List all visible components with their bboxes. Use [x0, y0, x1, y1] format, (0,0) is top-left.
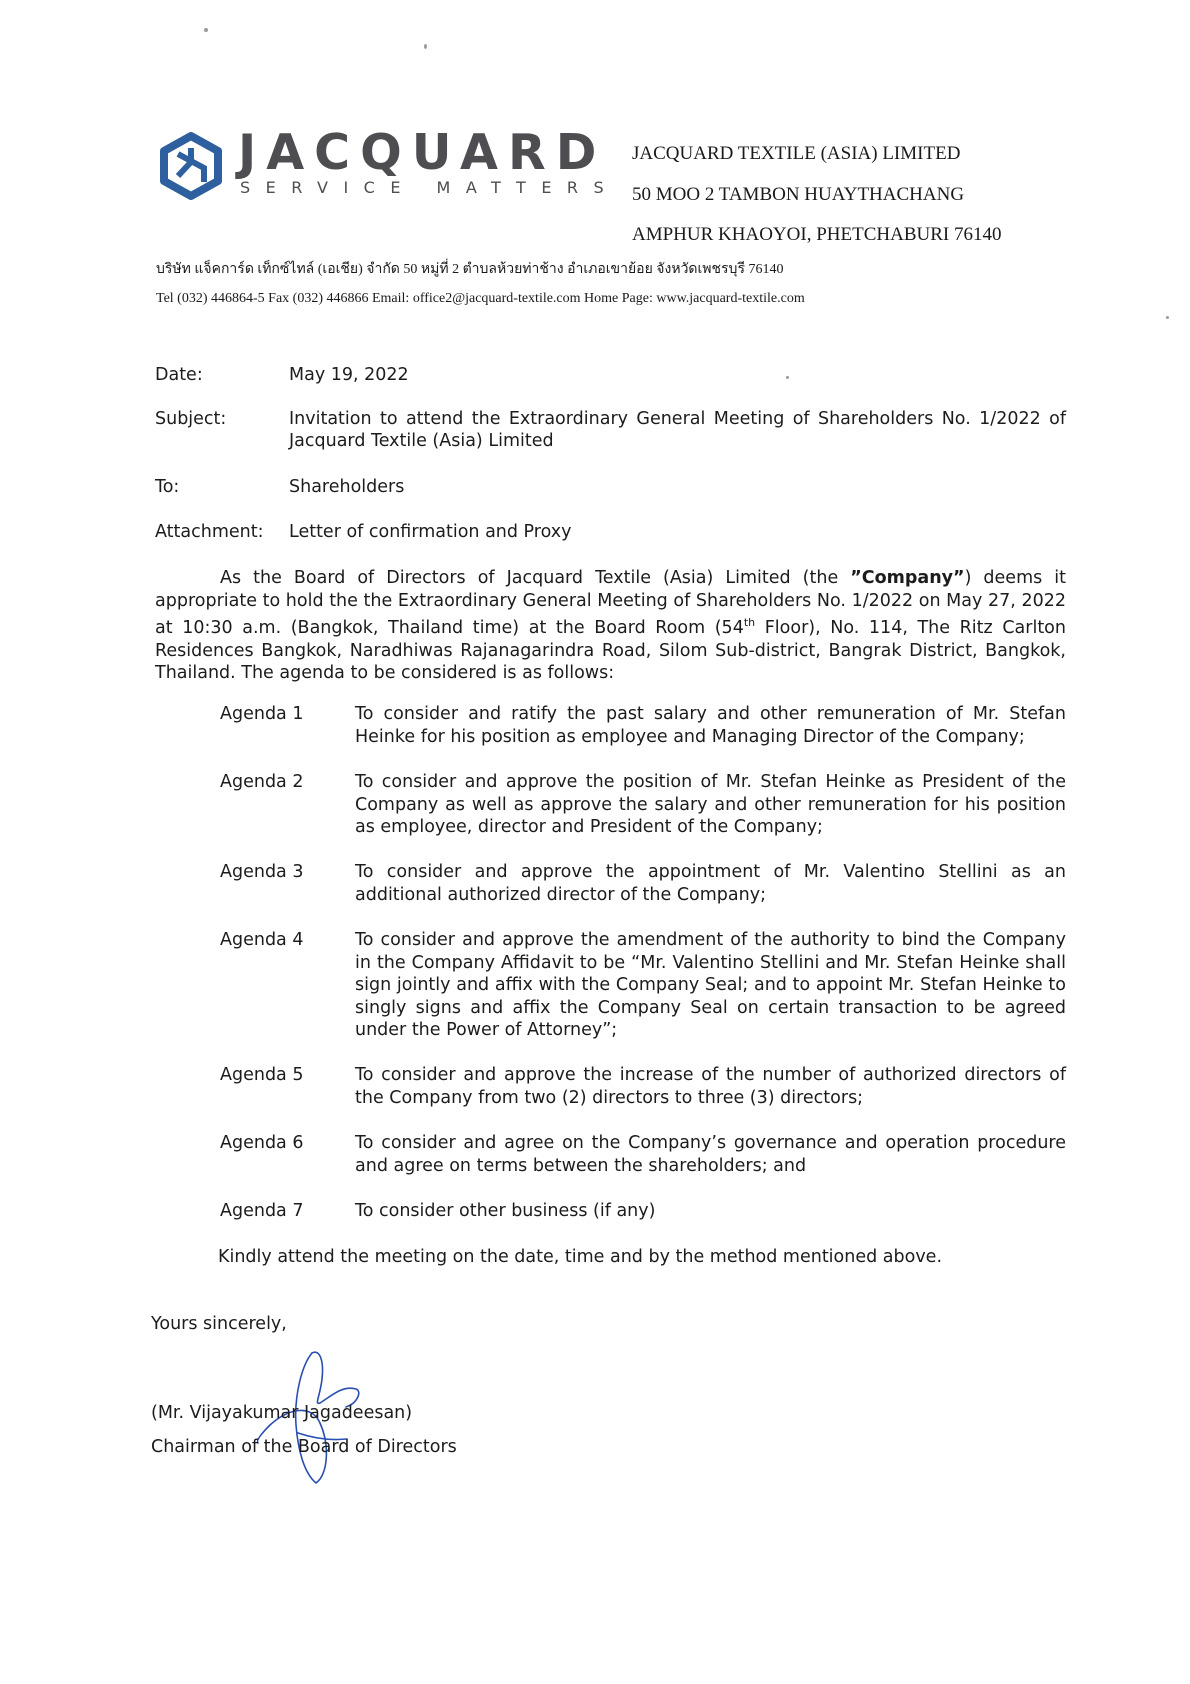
agenda-label: Agenda 2 [220, 772, 304, 792]
scan-speck [424, 44, 427, 49]
agenda-text: To consider and approve the increase of the number of authorized directors of the Company from two (2) directors to three (3) directors; [355, 1065, 1066, 1108]
agenda-label: Agenda 1 [220, 704, 304, 724]
contact-details: Tel (032) 446864-5 Fax (032) 446866 Email: office2@jacquard-textile.com Home Page: www.jacquard-textile.com [156, 291, 805, 306]
intro-text-start: As the Board of Directors of Jacquard Textile (Asia) Limited (the [220, 568, 851, 588]
jacquard-logo-icon [158, 130, 224, 202]
attachment-label: Attachment: [155, 522, 264, 542]
company-name: JACQUARD TEXTILE (ASIA) LIMITED [632, 143, 961, 164]
intro-text-end: Floor), No. 114, The Ritz Carlton Residences Bangkok, Naradhiwas Rajanagarindra Road, Silom Sub-district, Bangrak District, Bangkok, Thailand. The agenda to be considered is as follows: [155, 618, 1066, 684]
agenda-label: Agenda 6 [220, 1133, 304, 1153]
agenda-text: To consider and approve the position of Mr. Stefan Heinke as President of the Company as well as approve the salary and other remuneration for his position as employee, director and President of the Company; [355, 772, 1066, 838]
subject-value: Invitation to attend the Extraordinary General Meeting of Shareholders No. 1/2022 of Jacquard Textile (Asia) Limited [289, 409, 1066, 451]
date-label: Date: [155, 365, 203, 385]
brand-tagline: SERVICE MATTERS [240, 178, 620, 197]
closing-request: Kindly attend the meeting on the date, time and by the method mentioned above. [218, 1247, 943, 1267]
agenda-text: To consider and approve the amendment of the authority to bind the Company in the Company Affidavit to be “Mr. Valentino Stellini and Mr. Stefan Heinke shall sign jointly and affix with the Company Seal; and to appoint Mr. Stefan Heinke to singly signs and affix the Company Seal on certain transaction to be agreed under the Power of Attorney”; [355, 930, 1066, 1041]
intro-text-middle: ) deems it appropriate to hold the the Extraordinary General Meeting of Shareholders No. 1/2022 on May 27, 2022 at 10:30 a.m. (Bangkok, Thailand time) at the Board Room (54 [155, 568, 1066, 639]
agenda-text: To consider and agree on the Company’s governance and operation procedure and agree on terms between the shareholders; and [355, 1133, 1066, 1176]
salutation: Yours sincerely, [151, 1314, 287, 1334]
scan-speck [1166, 316, 1169, 319]
thai-address: บริษัท แจ็คการ์ด เท็กซ์ไทล์ (เอเชีย) จำกัด 50 หมู่ที่ 2 ตำบลห้วยท่าช้าง อำเภอเขาย้อย จังหวัดเพชรบุรี 76140 [156, 262, 784, 277]
brand-wordmark: JACQUARD [238, 124, 607, 181]
scan-speck [786, 376, 789, 379]
signer-title: Chairman of the Board of Directors [151, 1437, 457, 1457]
intro-paragraph [155, 567, 1066, 685]
scan-speck [204, 28, 208, 32]
attachment-value: Letter of confirmation and Proxy [289, 522, 572, 542]
agenda-label: Agenda 3 [220, 862, 304, 882]
agenda-text: To consider and approve the appointment of Mr. Valentino Stellini as an additional authorized director of the Company; [355, 862, 1066, 905]
to-label: To: [155, 477, 180, 497]
agenda-label: Agenda 7 [220, 1201, 304, 1221]
date-value: May 19, 2022 [289, 365, 409, 385]
to-value: Shareholders [289, 477, 405, 497]
company-address-line-2: AMPHUR KHAOYOI, PHETCHABURI 76140 [632, 224, 1002, 245]
agenda-label: Agenda 4 [220, 930, 304, 950]
agenda-text: To consider and ratify the past salary and other remuneration of Mr. Stefan Heinke for his position as employee and Managing Director of the Company; [355, 704, 1066, 747]
signer-name: (Mr. Vijayakumar Jagadeesan) [151, 1403, 413, 1423]
company-address-line-1: 50 MOO 2 TAMBON HUAYTHACHANG [632, 184, 965, 205]
agenda-text: To consider other business (if any) [355, 1201, 656, 1221]
intro-superscript: th [743, 616, 756, 630]
subject-label: Subject: [155, 409, 227, 429]
intro-company-term: ”Company” [850, 568, 965, 588]
agenda-label: Agenda 5 [220, 1065, 304, 1085]
